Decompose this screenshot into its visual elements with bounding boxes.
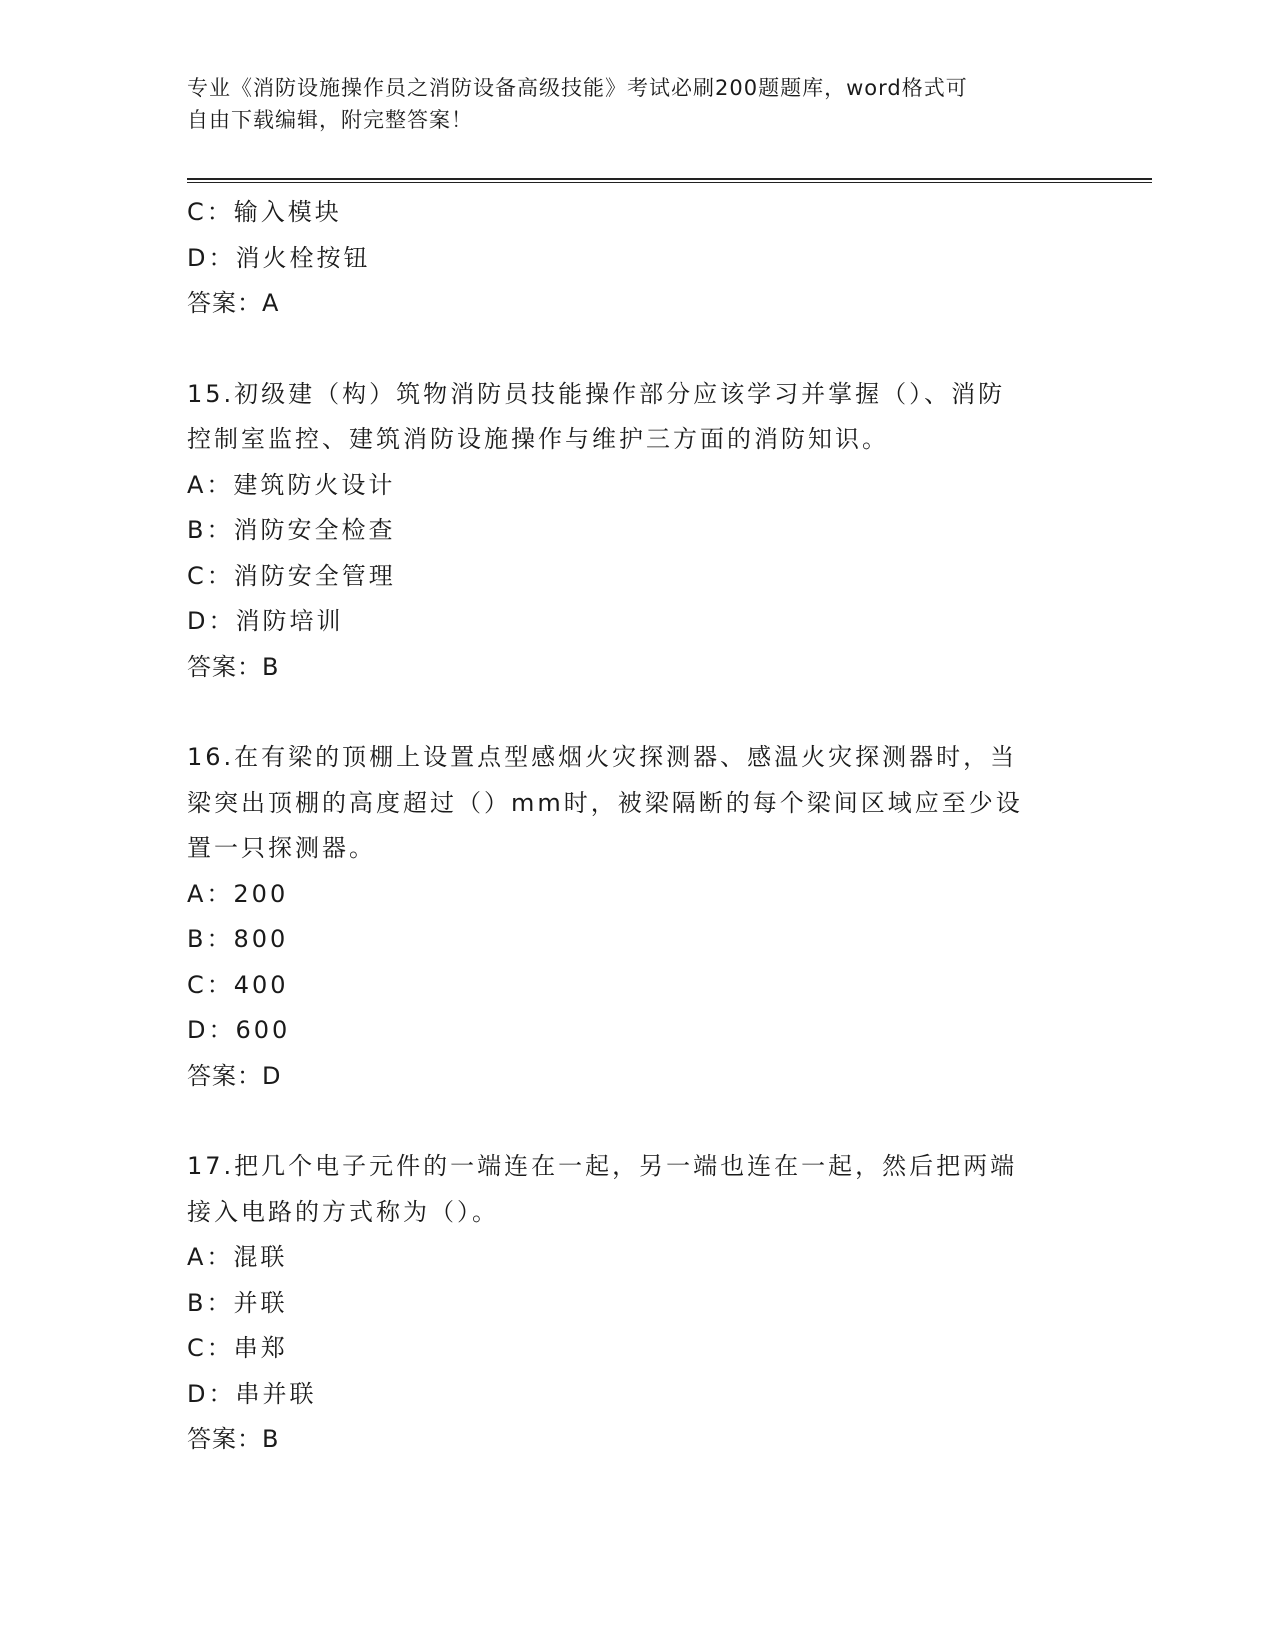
question-text-line: 16.在有梁的顶棚上设置点型感烟火灾探测器、感温火灾探测器时，当 <box>187 743 1018 771</box>
option-c: C：串郑 <box>187 1334 288 1362</box>
option-c: C：400 <box>187 970 289 999</box>
document-page <box>187 0 1152 1650</box>
spacer <box>187 327 1057 372</box>
answer-line: 答案：B <box>187 652 280 681</box>
previous-question-tail <box>187 190 1057 327</box>
option-c: C：消防安全管理 <box>187 561 396 590</box>
document-header <box>187 72 1057 136</box>
question-text-line: 17.把几个电子元件的一端连在一起，另一端也连在一起，然后把两端 <box>187 1152 1018 1180</box>
header-line-2: 自由下载编辑，附完整答案！ <box>187 108 473 132</box>
option-a: A：建筑防火设计 <box>187 470 396 499</box>
answer-line: 答案：D <box>187 1061 282 1090</box>
question-text-line: 15.初级建（构）筑物消防员技能操作部分应该学习并掌握（）、消防 <box>187 379 1006 408</box>
option-d: D：消火栓按钮 <box>187 243 371 272</box>
header-line-1: 专业《消防设施操作员之消防设备高级技能》考试必刷200题题库，word格式可 <box>187 76 968 100</box>
option-d: D：600 <box>187 1016 291 1044</box>
header-divider <box>187 178 1152 183</box>
question-text-line: 接入电路的方式称为（）。 <box>187 1197 499 1226</box>
question-text-line: 置一只探测器。 <box>187 834 376 862</box>
question-text-line: 梁突出顶棚的高度超过（）mm时，被梁隔断的每个梁间区域应至少设 <box>187 788 1023 817</box>
answer-line: 答案：B <box>187 1425 280 1453</box>
answer-line: 答案：A <box>187 289 280 317</box>
question-15 <box>187 372 1057 691</box>
option-b: B：800 <box>187 925 289 953</box>
option-d: D：消防培训 <box>187 607 344 635</box>
option-c: C：输入模块 <box>187 198 342 226</box>
option-d: D：串并联 <box>187 1379 317 1408</box>
spacer <box>187 1099 1057 1144</box>
option-a: A：混联 <box>187 1243 288 1271</box>
question-text-line: 控制室监控、建筑消防设施操作与维护三方面的消防知识。 <box>187 425 889 453</box>
question-content <box>187 190 1057 1463</box>
question-16 <box>187 735 1057 1099</box>
option-b: B：消防安全检查 <box>187 516 396 544</box>
spacer <box>187 690 1057 735</box>
option-b: B：并联 <box>187 1288 288 1317</box>
question-17 <box>187 1144 1057 1463</box>
option-a: A：200 <box>187 879 289 908</box>
